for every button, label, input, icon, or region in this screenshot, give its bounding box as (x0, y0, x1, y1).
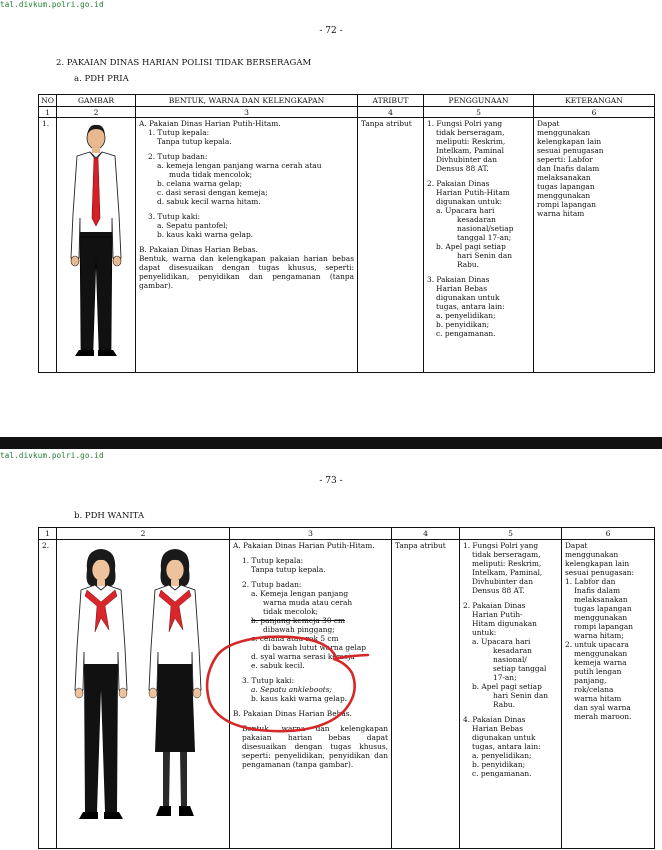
bentuk-line: A. Pakaian Dinas Harian Putih-Hitam. (139, 119, 281, 128)
bentuk-line: 1. Tutup kepala: (242, 556, 304, 565)
penggunaan-line: b. penyidikan; (436, 320, 490, 329)
keterangan-line: rompi lapangan (537, 200, 596, 209)
penggunaan-line: Harian Bebas (436, 284, 487, 293)
keterangan-line: kelengkapan lain (537, 137, 602, 146)
bentuk-line: 3. Tutup kaki: (242, 676, 295, 685)
column-number: 4 (358, 107, 424, 118)
keterangan-line: melaksanakan (537, 173, 591, 182)
penggunaan-line: Densus 88 AT. (436, 164, 489, 173)
penggunaan-cell (460, 540, 562, 849)
keterangan-line: rompi lapangan (574, 622, 633, 631)
bentuk-line: d. syal warna serasi kemeja (251, 652, 355, 661)
column-number: 5 (424, 107, 534, 118)
column-number: 4 (392, 528, 460, 540)
penggunaan-line: b. Apel pagi setiap (472, 682, 542, 691)
bentuk-line: 2. Tutup badan: (242, 580, 302, 589)
bentuk-line: d. sabuk kecil warna hitam. (157, 197, 261, 206)
penggunaan-line: 1. Fungsi Polri yang (427, 119, 503, 128)
penggunaan-line: 3. Pakaian Dinas (427, 275, 490, 284)
bentuk-cell (230, 540, 392, 849)
keterangan-line: menggunakan (537, 191, 591, 200)
keterangan-line: kelengkapan lain (565, 559, 630, 568)
penggunaan-line: a. penyelidikan; (472, 751, 532, 760)
keterangan-line: sesuai penugasan: (565, 568, 635, 577)
keterangan-cell (534, 118, 655, 373)
keterangan-line: warna hitam (537, 209, 585, 218)
bentuk-line: a. Kemeja lengan panjang (251, 589, 349, 598)
image-cell (57, 540, 230, 849)
penggunaan-line: Divhubinter dan (436, 155, 497, 164)
column-number: 3 (136, 107, 358, 118)
male-uniform-figure (57, 118, 135, 370)
penggunaan-line: meliputi: Reskrim, (436, 137, 506, 146)
keterangan-line: warna hitam (574, 694, 622, 703)
keterangan-line: tugas lapangan (537, 182, 595, 191)
bentuk-line: a. kemeja lengan panjang warna cerah atau (157, 161, 322, 170)
penggunaan-line: Harian Putih- (472, 610, 523, 619)
female-uniform-figures (57, 540, 229, 846)
keterangan-line: tugas lapangan (574, 604, 632, 613)
column-number: 6 (534, 107, 655, 118)
bentuk-line: e. sabuk kecil. (251, 661, 305, 670)
table-header-row (39, 95, 655, 107)
keterangan-line: warna hitam; (574, 631, 624, 640)
bentuk-line: tidak mecolok; (263, 607, 319, 616)
keterangan-line: menggunakan (574, 649, 628, 658)
keterangan-line: seperti: Labfor (537, 155, 593, 164)
header-cell: BENTUK, WARNA DAN KELENGKAPAN (136, 95, 358, 107)
header-cell: GAMBAR (57, 95, 136, 107)
penggunaan-line: Rabu. (493, 700, 515, 709)
section-title: 2. PAKAIAN DINAS HARIAN POLISI TIDAK BERSERAGAM (56, 58, 312, 68)
column-number: 2 (57, 528, 230, 540)
keterangan-line: sesuai penugasan (537, 146, 604, 155)
penggunaan-line: nasional/setiap (457, 224, 514, 233)
penggunaan-line: a. Upacara hari (472, 637, 531, 646)
female-uniform-figure-skirt (149, 549, 201, 816)
bentuk-line: dibawah pinggang; (263, 625, 335, 634)
female-uniform-figure-trousers (75, 549, 127, 819)
keterangan-line: melaksanakan (574, 595, 628, 604)
bentuk-line: Tanpa tutup kepala. (157, 137, 232, 146)
bentuk-line: a. Sepatu ankleboots; (251, 685, 333, 694)
penggunaan-line: a. Upacara hari (436, 206, 495, 215)
row-number: 2. (39, 540, 57, 849)
atribut-cell: Tanpa atribut (392, 540, 460, 849)
penggunaan-line: untuk: (472, 628, 497, 637)
penggunaan-line: c. pengamanan. (436, 329, 496, 338)
keterangan-line: merah maroon. (574, 712, 632, 721)
penggunaan-cell (424, 118, 534, 373)
source-url[interactable]: tal.divkum.polri.go.id (0, 0, 104, 9)
uniform-table-wanita (38, 527, 655, 849)
bentuk-line: A. Pakaian Dinas Harian Putih-Hitam. (233, 541, 375, 550)
penggunaan-line: Divhubinter dan (472, 577, 533, 586)
bentuk-line: b. kaus kaki warna gelap. (251, 694, 348, 703)
row-number: 1. (39, 118, 57, 373)
penggunaan-line: 4. Pakaian Dinas (463, 715, 526, 724)
keterangan-line: Dapat (537, 119, 560, 128)
penggunaan-line: 2. Pakaian Dinas (427, 179, 490, 188)
penggunaan-line: hari Senin dan (457, 251, 512, 260)
penggunaan-line: Rabu. (457, 260, 479, 269)
uniform-table-pria (38, 94, 655, 373)
penggunaan-line: c. pengamanan. (472, 769, 532, 778)
penggunaan-line: digunakan untuk (436, 293, 500, 302)
penggunaan-line: meliputi: Reskrim, (472, 559, 542, 568)
penggunaan-line: tanggal 17-an; (457, 233, 512, 242)
image-cell (57, 118, 136, 373)
header-cell: PENGGUNAAN (424, 95, 534, 107)
penggunaan-line: Intelkam, Paminal, (472, 568, 543, 577)
bentuk-line: Tanpa tutup kepala. (251, 565, 326, 574)
header-cell: KETERANGAN (534, 95, 655, 107)
penggunaan-line: tugas, antara lain: (472, 742, 541, 751)
penggunaan-line: Harian Bebas (472, 724, 523, 733)
column-number-row (39, 107, 655, 118)
bentuk-line: B. Pakaian Dinas Harian Bebas. (139, 245, 258, 254)
penggunaan-line: 1. Fungsi Polri yang (463, 541, 539, 550)
penggunaan-line: digunakan untuk (472, 733, 536, 742)
keterangan-line: menggunakan (537, 128, 591, 137)
penggunaan-line: tugas, antara lain: (436, 302, 505, 311)
keterangan-line: kemeja warna (574, 658, 627, 667)
bentuk-line: c. dasi serasi dengan kemeja; (157, 188, 268, 197)
page-divider (0, 437, 662, 449)
keterangan-line: putih lengan (574, 667, 622, 676)
keterangan-line: 2. untuk upacara (565, 640, 629, 649)
page-number: - 73 - (319, 476, 343, 486)
penggunaan-line: tidak berseragam, (472, 550, 541, 559)
column-number: 3 (230, 528, 392, 540)
page-number: - 72 - (319, 26, 343, 36)
keterangan-line: dan syal warna (574, 703, 631, 712)
bentuk-paragraph: Bentuk, warna dan kelengkapan pakaian harian bebas dapat disesuaikan dengan tugas khusus, seperti: penyelidikan, penyidikan dan pengamanan (tanpa gambar). (139, 254, 354, 290)
penggunaan-line: hari Senin dan (493, 691, 548, 700)
bentuk-line: b. celana warna gelap; (157, 179, 243, 188)
table-row (39, 118, 655, 373)
keterangan-line: menggunakan (574, 613, 628, 622)
column-number: 1 (39, 528, 57, 540)
header-cell: ATRIBUT (358, 95, 424, 107)
penggunaan-line: 17-an; (493, 673, 517, 682)
penggunaan-line: digunakan untuk: (436, 197, 502, 206)
penggunaan-line: tidak berseragam, (436, 128, 505, 137)
keterangan-line: rok/celana (574, 685, 614, 694)
subsection-title: a. PDH PRIA (74, 74, 129, 84)
subsection-title: b. PDH WANITA (74, 511, 145, 521)
bentuk-line: warna muda atau cerah (263, 598, 353, 607)
penggunaan-line: Densus 88 AT. (472, 586, 525, 595)
bentuk-line: 1. Tutup kepala: (148, 128, 210, 137)
header-cell: NO (39, 95, 57, 107)
bentuk-line: 2. Tutup badan: (148, 152, 208, 161)
bentuk-line: b. panjang kemeja 30 cm (251, 616, 346, 625)
column-number: 2 (57, 107, 136, 118)
keterangan-line: Dapat (565, 541, 588, 550)
column-number: 1 (39, 107, 57, 118)
keterangan-line: Inafis dalam (574, 586, 621, 595)
bentuk-cell (136, 118, 358, 373)
keterangan-line: menggunakan (565, 550, 619, 559)
bentuk-line: 3. Tutup kaki: (148, 212, 201, 221)
table-row (39, 540, 655, 849)
penggunaan-line: b. penyidikan; (472, 760, 526, 769)
penggunaan-line: 2. Pakaian Dinas (463, 601, 526, 610)
keterangan-line: 1. Labfor dan (565, 577, 616, 586)
bentuk-line: c. celana atau rok 5 cm (251, 634, 339, 643)
bentuk-line: b. kaus kaki warna gelap. (157, 230, 254, 239)
penggunaan-line: Hitam digunakan (472, 619, 537, 628)
keterangan-line: panjang, (574, 676, 607, 685)
penggunaan-line: b. Apel pagi setiap (436, 242, 506, 251)
penggunaan-line: kesadaran (457, 215, 496, 224)
bentuk-paragraph: Bentuk, warna dan kelengkapan pakaian harian bebas dapat disesuaikan dengan tugas khusus, seperti: penyelidikan, penyidikan dan pengamanan (tanpa gambar). (242, 724, 388, 769)
bentuk-line: muda tidak mencolok; (169, 170, 253, 179)
penggunaan-line: nasional/ (493, 655, 527, 664)
bentuk-line: di bawah lutut warna gelap (263, 643, 366, 652)
penggunaan-line: Harian Putih-Hitam (436, 188, 510, 197)
column-number-row (39, 528, 655, 540)
keterangan-cell (562, 540, 655, 849)
page-73 (0, 449, 662, 850)
keterangan-line: dan Inafis dalam (537, 164, 600, 173)
bentuk-line: B. Pakaian Dinas Harian Bebas. (233, 709, 352, 718)
atribut-cell: Tanpa atribut (358, 118, 424, 373)
column-number: 5 (460, 528, 562, 540)
penggunaan-line: kesadaran (493, 646, 532, 655)
penggunaan-line: setiap tanggal (493, 664, 547, 673)
source-url[interactable]: tal.divkum.polri.go.id (0, 451, 104, 460)
penggunaan-line: Intelkam, Paminal (436, 146, 504, 155)
bentuk-line: a. Sepatu pantofel; (157, 221, 229, 230)
penggunaan-line: a. penyelidikan; (436, 311, 496, 320)
column-number: 6 (562, 528, 655, 540)
